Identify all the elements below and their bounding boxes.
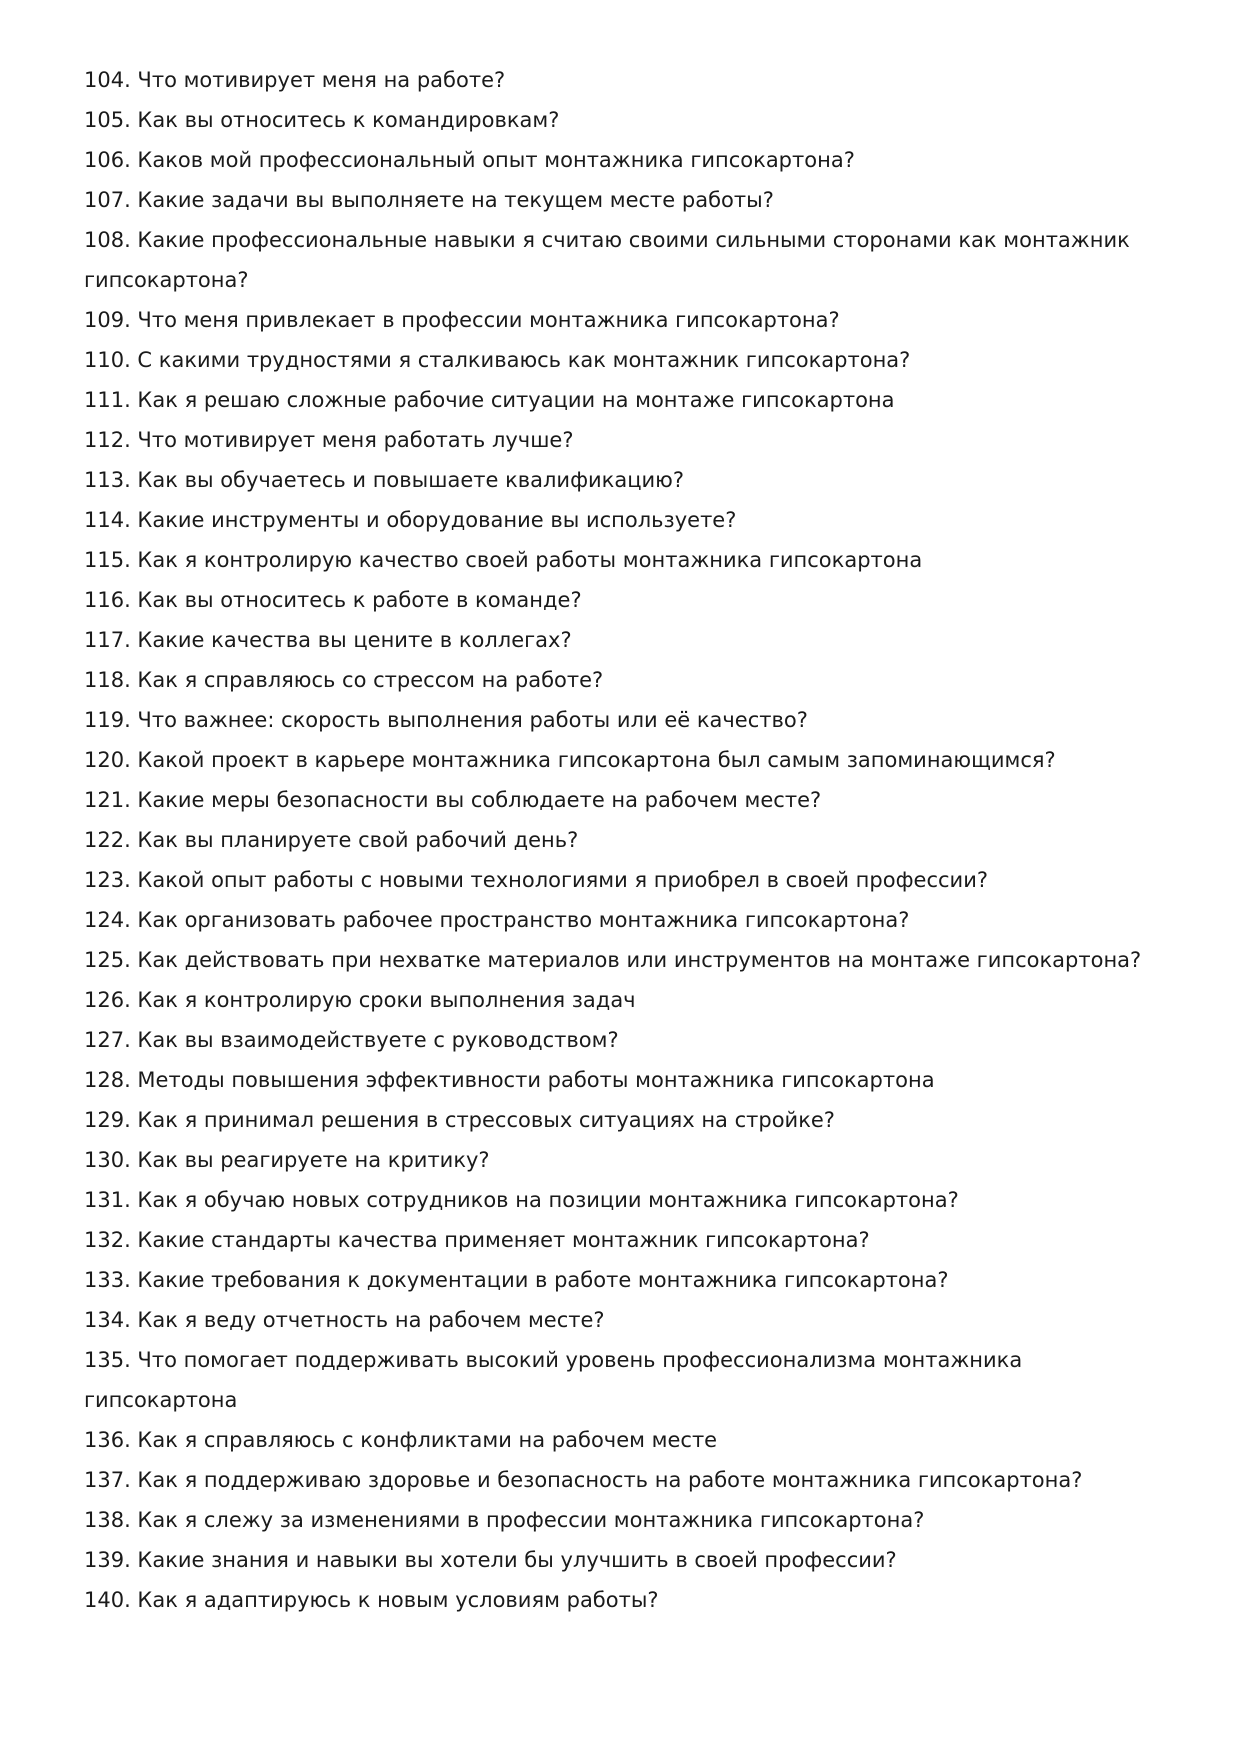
question-item: 131. Как я обучаю новых сотрудников на позиции монтажника гипсокартона?	[84, 1188, 959, 1212]
question-item: 112. Что мотивирует меня работать лучше?	[84, 428, 574, 452]
question-item: 139. Какие знания и навыки вы хотели бы улучшить в своей профессии?	[84, 1548, 897, 1572]
question-item: 107. Какие задачи вы выполняете на текущем месте работы?	[84, 188, 774, 212]
question-item: 115. Как я контролирую качество своей работы монтажника гипсокартона	[84, 548, 923, 572]
question-item: 123. Какой опыт работы с новыми технологиями я приобрел в своей профессии?	[84, 868, 988, 892]
question-item: 125. Как действовать при нехватке материалов или инструментов на монтаже гипсокартона?	[84, 948, 1142, 972]
question-item: 127. Как вы взаимодействуете с руководством?	[84, 1028, 619, 1052]
question-item: 113. Как вы обучаетесь и повышаете квалификацию?	[84, 468, 684, 492]
question-item: 124. Как организовать рабочее пространство монтажника гипсокартона?	[84, 908, 910, 932]
question-item: 134. Как я веду отчетность на рабочем месте?	[84, 1308, 605, 1332]
question-item: 126. Как я контролирую сроки выполнения задач	[84, 988, 636, 1012]
question-item: 129. Как я принимал решения в стрессовых ситуациях на стройке?	[84, 1108, 835, 1132]
question-item: 114. Какие инструменты и оборудование вы используете?	[84, 508, 737, 532]
question-item: 118. Как я справляюсь со стрессом на работе?	[84, 668, 604, 692]
question-item: 133. Какие требования к документации в работе монтажника гипсокартона?	[84, 1268, 949, 1292]
question-item: 136. Как я справляюсь с конфликтами на рабочем месте	[84, 1428, 718, 1452]
question-item: 119. Что важнее: скорость выполнения работы или её качество?	[84, 708, 808, 732]
question-item: 104. Что мотивирует меня на работе?	[84, 68, 506, 92]
question-item: 135. Что помогает поддерживать высокий уровень профессионализма монтажника гипсокартона	[84, 1348, 1023, 1412]
question-item: 121. Какие меры безопасности вы соблюдаете на рабочем месте?	[84, 788, 822, 812]
question-item: 138. Как я слежу за изменениями в профессии монтажника гипсокартона?	[84, 1508, 925, 1532]
question-item: 108. Какие профессиональные навыки я считаю своими сильными сторонами как монтажник гипсокартона?	[84, 228, 1130, 292]
question-item: 137. Как я поддерживаю здоровье и безопасность на работе монтажника гипсокартона?	[84, 1468, 1083, 1492]
question-item: 117. Какие качества вы цените в коллегах?	[84, 628, 572, 652]
question-item: 106. Каков мой профессиональный опыт монтажника гипсокартона?	[84, 148, 855, 172]
question-item: 140. Как я адаптируюсь к новым условиям работы?	[84, 1588, 659, 1612]
question-item: 130. Как вы реагируете на критику?	[84, 1148, 490, 1172]
question-item: 132. Какие стандарты качества применяет монтажник гипсокартона?	[84, 1228, 870, 1252]
question-item: 128. Методы повышения эффективности работы монтажника гипсокартона	[84, 1068, 935, 1092]
question-item: 122. Как вы планируете свой рабочий день?	[84, 828, 579, 852]
question-item: 109. Что меня привлекает в профессии монтажника гипсокартона?	[84, 308, 840, 332]
question-item: 105. Как вы относитесь к командировкам?	[84, 108, 560, 132]
question-item: 111. Как я решаю сложные рабочие ситуации на монтаже гипсокартона	[84, 388, 895, 412]
question-item: 120. Какой проект в карьере монтажника гипсокартона был самым запоминающимся?	[84, 748, 1056, 772]
question-item: 116. Как вы относитесь к работе в команде?	[84, 588, 582, 612]
question-item: 110. С какими трудностями я сталкиваюсь как монтажник гипсокартона?	[84, 348, 911, 372]
question-list	[84, 60, 1164, 1620]
